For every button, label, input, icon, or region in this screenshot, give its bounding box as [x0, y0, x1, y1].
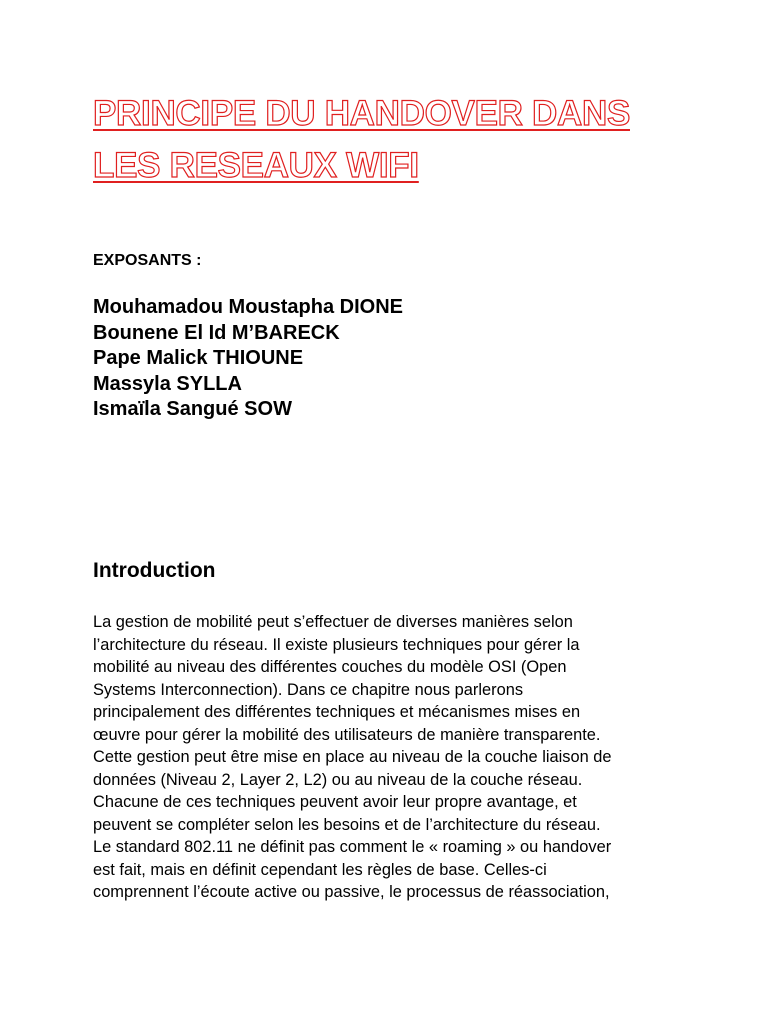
- document-title: [93, 88, 693, 192]
- author-name: Pape Malick THIOUNE: [93, 347, 304, 369]
- paragraph-line: La gestion de mobilité peut s’effectuer de diverses manières selon: [93, 613, 573, 631]
- paragraph-line: Chacune de ces techniques peuvent avoir leur propre avantage, et: [93, 793, 577, 811]
- introduction-paragraph: [93, 611, 683, 904]
- exposants-label: EXPOSANTS :: [93, 252, 202, 269]
- paragraph-line: peuvent se compléter selon les besoins et de l’architecture du réseau.: [93, 815, 601, 834]
- title-line-1: PRINCIPE DU HANDOVER DANS: [93, 94, 630, 133]
- paragraph-line: Systems Interconnection). Dans ce chapitre nous parlerons: [93, 680, 524, 699]
- paragraph-line: Le standard 802.11 ne définit pas comment le « roaming » ou handover: [93, 838, 612, 856]
- paragraph-line: principalement des différentes techniques et mécanismes mises en: [93, 703, 581, 721]
- author-name: Massyla SYLLA: [93, 372, 242, 395]
- paragraph-line: œuvre pour gérer la mobilité des utilisateurs de manière transparente.: [93, 725, 601, 744]
- paragraph-line: comprennent l’écoute active ou passive, le processus de réassociation,: [93, 883, 610, 901]
- introduction-heading: Introduction: [93, 559, 216, 582]
- author-name: Mouhamadou Moustapha DIONE: [93, 296, 403, 318]
- author-name: Bounene El Id M’BARECK: [93, 321, 340, 344]
- document-page: [93, 88, 693, 901]
- paragraph-line: l’architecture du réseau. Il existe plusieurs techniques pour gérer la: [93, 635, 580, 654]
- paragraph-line: est fait, mais en définit cependant les règles de base. Celles-ci: [93, 860, 547, 879]
- authors-list: [93, 295, 403, 423]
- paragraph-line: Cette gestion peut être mise en place au niveau de la couche liaison de: [93, 748, 612, 766]
- title-line-2: LES RESEAUX WIFI: [93, 146, 419, 185]
- author-name: Ismaïla Sangué SOW: [93, 398, 292, 420]
- paragraph-line: données (Niveau 2, Layer 2, L2) ou au niveau de la couche réseau.: [93, 770, 583, 789]
- paragraph-line: mobilité au niveau des différentes couches du modèle OSI (Open: [93, 658, 567, 676]
